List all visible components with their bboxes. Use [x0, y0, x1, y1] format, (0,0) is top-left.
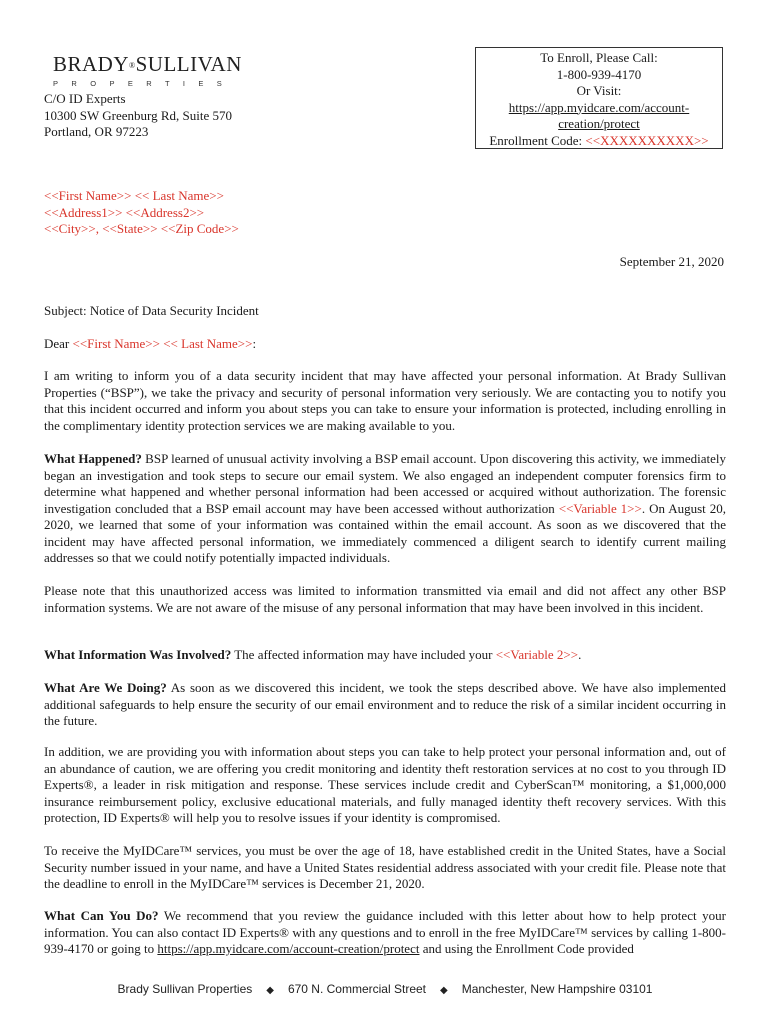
paragraph-what-information [44, 647, 726, 664]
sender-line-2: 10300 SW Greenburg Rd, Suite 570 [44, 107, 233, 123]
logo-wordmark [53, 53, 248, 77]
enroll-call-label: To Enroll, Please Call: [540, 50, 658, 65]
what-doing-text: As soon as we discovered this incident, we took the steps described above. We have also implemented additional safeguards to help ensure the security of our email environment and to reduce the risk of a similar incident occurring in the future. [44, 680, 726, 728]
what-information-text-b: . [578, 647, 582, 662]
footer-diamond-icon: ◆ [440, 985, 448, 996]
footer-company: Brady Sullivan Properties [117, 982, 253, 996]
what-can-you-do-text-a: We recommend that you review the guidance included with this letter about how to help protect your information. You can also contact ID Experts® with any questions and to enroll in the free MyIDCare™ services by calling 1-800-939-4170 or going to [44, 908, 726, 956]
what-happened-text-b: . On August 20, 2020, we learned that some of your information was contained within the email account. As soon as we discovered that the incident may have affected personal information, we immediately commenced a diligent search to identify current mailing addresses so that we could notify potentially impacted individuals. [44, 500, 727, 565]
letter-subject: Subject: Notice of Data Security Incident [44, 303, 259, 318]
enroll-code [476, 133, 722, 150]
paragraph-receive: To receive the MyIDCare™ services, you must be over the age of 18, have established credit in the United States, have a Social Security number issued in your name, and have a United States residential address associated with your credit file. Please note that the deadline to enroll in the MyIDCare™ services is December 21, 2020. [44, 843, 726, 891]
recipient-address [44, 188, 239, 238]
enroll-url-line-1[interactable]: https://app.myidcare.com/account- [508, 99, 690, 115]
letter-footer [0, 982, 770, 996]
footer-address: 670 N. Commercial Street [287, 982, 426, 996]
paragraph-note: Please note that this unauthorized access was limited to information transmitted via email and did not affect any other BSP information systems. We are not aware of the misuse of any personal information that may have been involved in this incident. [44, 583, 726, 615]
recipient-line-2: <<Address1>> <<Address2>> [44, 204, 205, 220]
footer-diamond-icon: ◆ [266, 985, 274, 996]
heading-what-happened: What Happened? [44, 451, 142, 466]
enroll-code-value: <<XXXXXXXXXX>> [585, 132, 709, 148]
sender-line-1: C/O ID Experts [44, 91, 126, 106]
enroll-visit-label: Or Visit: [576, 83, 622, 98]
salutation-name: <<First Name>> << Last Name>> [72, 336, 253, 351]
paragraph-addition: In addition, we are providing you with information about steps you can take to help protect your personal information and, out of an abundance of caution, we are offering you credit monitoring and identity theft restoration services at no cost to you through ID Experts®, a leader in risk mitigation and response. These services include credit and CyberScan™ monitoring, a $1,000,000 insurance reimbursement policy, exclusive educational materials, and fully managed identity theft recovery services. With this protection, ID Experts® will help you to resolve issues if your identity is compromised. [44, 744, 726, 825]
recipient-line-3: <<City>>, <<State>> <<Zip Code>> [44, 221, 239, 236]
heading-what-information: What Information Was Involved? [44, 647, 232, 662]
enroll-phone: 1-800-939-4170 [556, 66, 642, 82]
salutation-suffix: : [252, 336, 257, 351]
enrollment-info-box [475, 47, 723, 149]
what-can-you-do-text-b: and using the Enrollment Code provided [419, 941, 634, 956]
heading-what-can-you-do: What Can You Do? [44, 908, 159, 923]
logo-subtitle: PROPERTIES [53, 79, 236, 89]
variable-1-placeholder: <<Variable 1>> [558, 500, 642, 516]
what-happened-text-a: BSP learned of unusual activity involving a BSP email account. Upon discovering this activity, we immediately began an investigation and took steps to secure our email system. We also engaged an independent computer forensics firm to determine what happened and whether personal information had been accessed or acquired without authorization. The forensic investigation concluded that a BSP email account may have been accessed without authorization [44, 451, 726, 516]
letter-date: September 21, 2020 [619, 254, 724, 269]
footer-city: Manchester, New Hampshire 03101 [461, 982, 653, 996]
paragraph-what-happened [44, 451, 726, 567]
logo-brady: BRADY [53, 52, 130, 76]
paragraph-what-doing [44, 680, 726, 730]
enroll-url-line-2[interactable]: creation/protect [558, 116, 640, 131]
paragraph-intro: I am writing to inform you of a data security incident that may have affected your personal information. At Brady Sullivan Properties (“BSP”), we take the privacy and security of personal information very seriously. We are contacting you to notify you that this incident occurred and inform you about steps you can take to ensure your information is protected, including enrolling in the complimentary identity protection services we are making available to you. [44, 368, 726, 433]
enroll-code-label: Enrollment Code: [489, 132, 586, 148]
salutation [44, 336, 256, 352]
sender-address [44, 91, 232, 141]
sender-line-3: Portland, OR 97223 [44, 124, 149, 139]
recipient-line-1: <<First Name>> << Last Name>> [44, 188, 224, 203]
paragraph-what-can-you-do [44, 908, 726, 958]
logo-sullivan: SULLIVAN [135, 52, 242, 76]
what-information-text-a: The affected information may have included your [231, 647, 496, 662]
heading-what-doing: What Are We Doing? [44, 680, 167, 695]
company-logo [53, 53, 248, 89]
enrollment-link[interactable]: https://app.myidcare.com/account-creation/protect [157, 941, 420, 956]
salutation-prefix: Dear [44, 336, 73, 351]
variable-2-placeholder: <<Variable 2>> [495, 647, 579, 662]
logo-registered-mark: ® [129, 61, 136, 71]
